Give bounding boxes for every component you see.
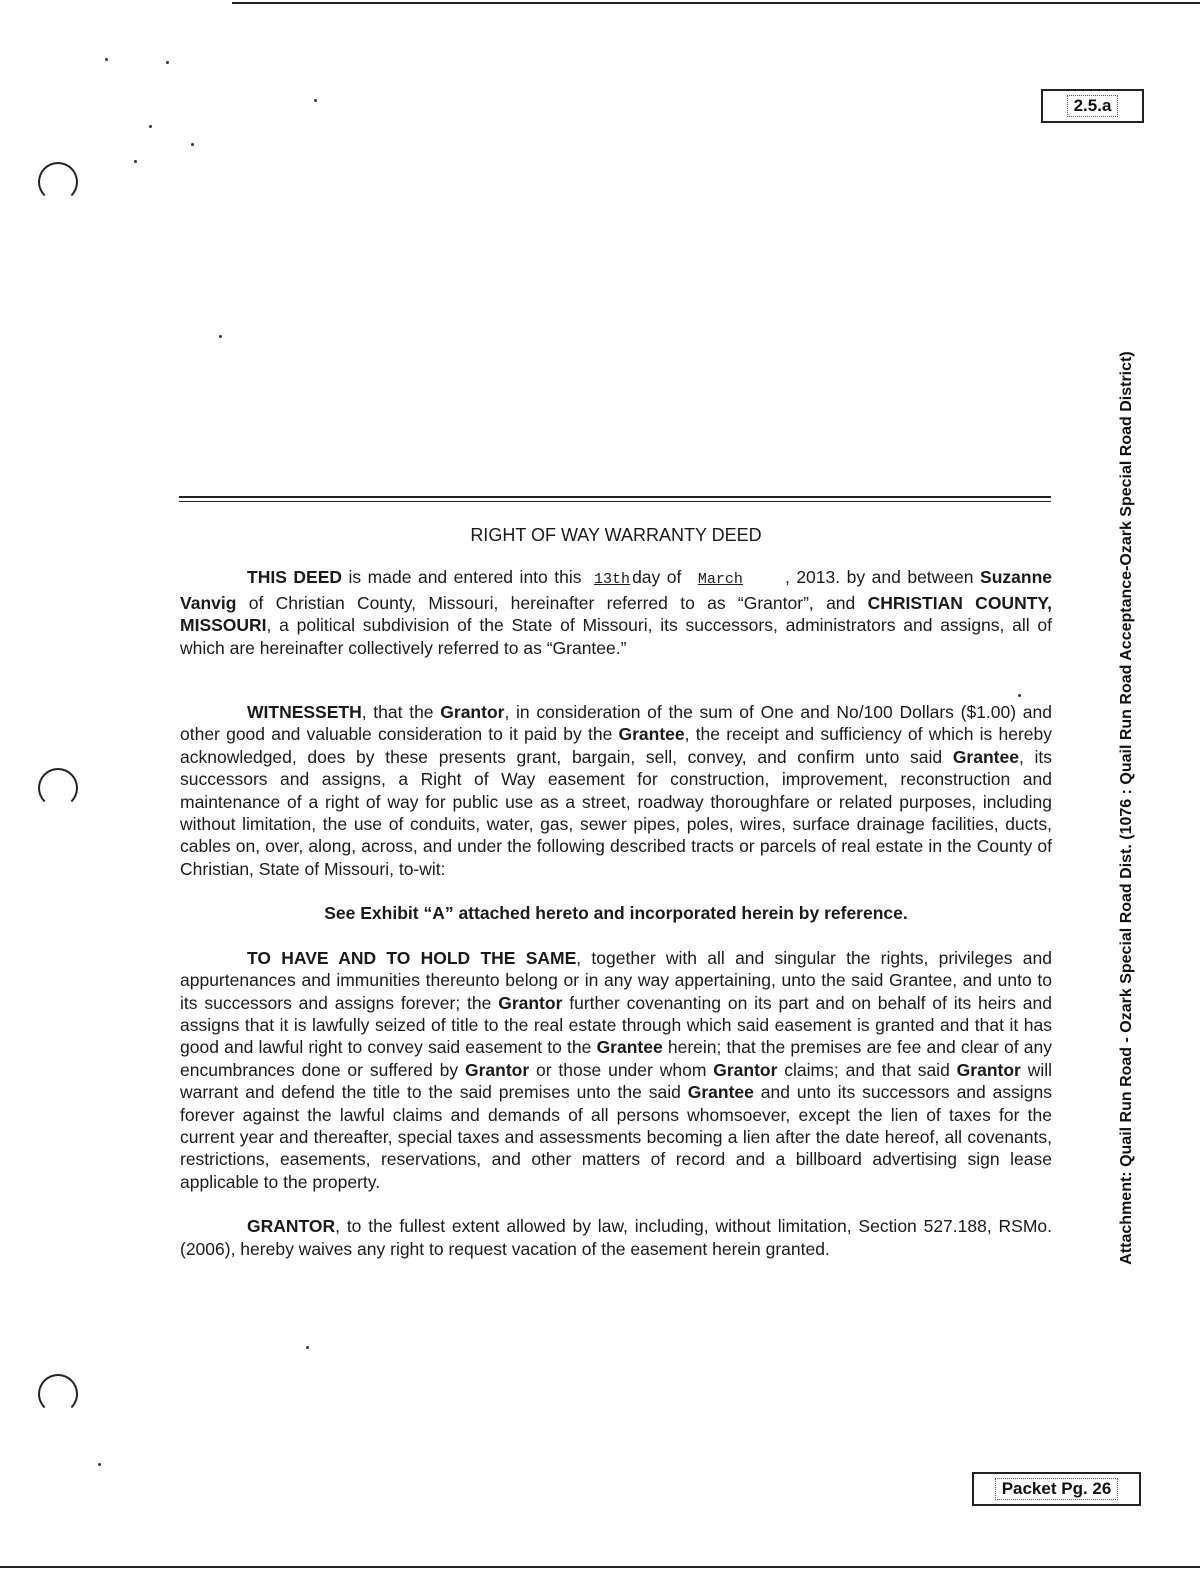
bottom-edge-rule — [0, 1566, 1200, 1568]
deed-body — [180, 524, 1052, 1260]
this-deed-lead: THIS DEED — [247, 567, 342, 588]
punch-hole-bottom — [38, 1374, 78, 1414]
deed-month-field: March — [697, 571, 743, 589]
punch-hole-middle — [38, 768, 78, 808]
packet-page-stamp — [972, 1472, 1141, 1506]
scan-speck — [219, 335, 222, 338]
scan-speck — [306, 1346, 309, 1349]
scan-speck — [191, 143, 194, 146]
deed-opening-paragraph: THIS DEED is made and entered into this 13th day of March , 2013. by and between Suzanne Vanvig of Christian County, Missouri, hereinafter referred to as “Grantor”, and CHRISTIAN COUNTY, MISSOURI, a political subdivision of the State of Missouri, its successors, administrators and assigns, all of which are hereinafter collectively referred to as “Grantee.” — [180, 567, 1052, 658]
scan-speck — [134, 160, 137, 163]
exhibit-reference: See Exhibit “A” attached hereto and incorporated herein by reference. — [324, 903, 908, 924]
punch-hole-top — [38, 162, 78, 202]
scan-speck — [105, 58, 108, 61]
attachment-side-note: Attachment: Quail Run Road - Ozark Special Road Dist. (1076 : Quail Run Road Acceptance-Ozark Special Road District) — [1118, 351, 1135, 1265]
scan-speck — [98, 1463, 101, 1466]
scan-speck — [314, 99, 317, 102]
witnesseth-paragraph: WITNESSETH, that the Grantor, in consideration of the sum of One and No/100 Dollars ($1.00) and other good and valuable consideration to it paid by the Grantee, the receipt and sufficiency of which is hereby acknowledged, does by these presents grant, bargain, sell, convey, and confirm unto said Grantee, its successors and assigns, a Right of Way easement for construction, improvement, reconstruction and maintenance of a right of way for public use as a street, roadway thoroughfare or related purposes, including without limitation, the use of conduits, water, gas, sewer pipes, poles, wires, surface drainage facilities, ducts, cables on, over, along, across, and under the following described tracts or parcels of real estate in the County of Christian, State of Missouri, to-wit: — [180, 702, 1052, 879]
packet-page-text: Packet Pg. 26 — [995, 1478, 1119, 1500]
deed-day-field: 13th — [594, 571, 631, 589]
section-number-text: 2.5.a — [1067, 95, 1119, 117]
section-number-stamp — [1041, 89, 1144, 123]
waiver-paragraph: GRANTOR, to the fullest extent allowed by law, including, without limitation, Section 527.188, RSMo. (2006), hereby waives any right to request vacation of the easement herein granted. — [180, 1216, 1052, 1259]
grantee-name: CHRISTIAN COUNTY, MISSOURI — [180, 592, 1052, 636]
scan-speck — [166, 61, 169, 64]
header-double-rule — [179, 496, 1051, 502]
top-edge-rule — [232, 2, 1200, 4]
habendum-paragraph: TO HAVE AND TO HOLD THE SAME, together with all and singular the rights, privileges and appurtenances and immunities thereunto belong or in any way appertaining, unto the said Grantee, and unto to its successors and assigns forever; the Grantor further covenanting on its part and on behalf of its heirs and assigns that it is lawfully seized of title to the real estate through which said easement is granted and that it has good and lawful right to convey said easement to the Grantee herein; that the premises are fee and clear of any encumbrances done or suffered by Grantor or those under whom Grantor claims; and that said Grantor will warrant and defend the title to the said premises unto the said Grantee and unto its successors and assigns forever against the lawful claims and demands of all persons whomsoever, except the lien of taxes for the current year and thereafter, special taxes and assessments becoming a lien after the date hereof, all covenants, restrictions, easements, reservations, and other matters of record and a billboard advertising sign lease applicable to the property. — [180, 947, 1053, 1192]
grantor-name: Suzanne Vanvig — [180, 567, 1052, 613]
scan-speck — [149, 125, 152, 128]
deed-title: RIGHT OF WAY WARRANTY DEED — [470, 525, 762, 545]
